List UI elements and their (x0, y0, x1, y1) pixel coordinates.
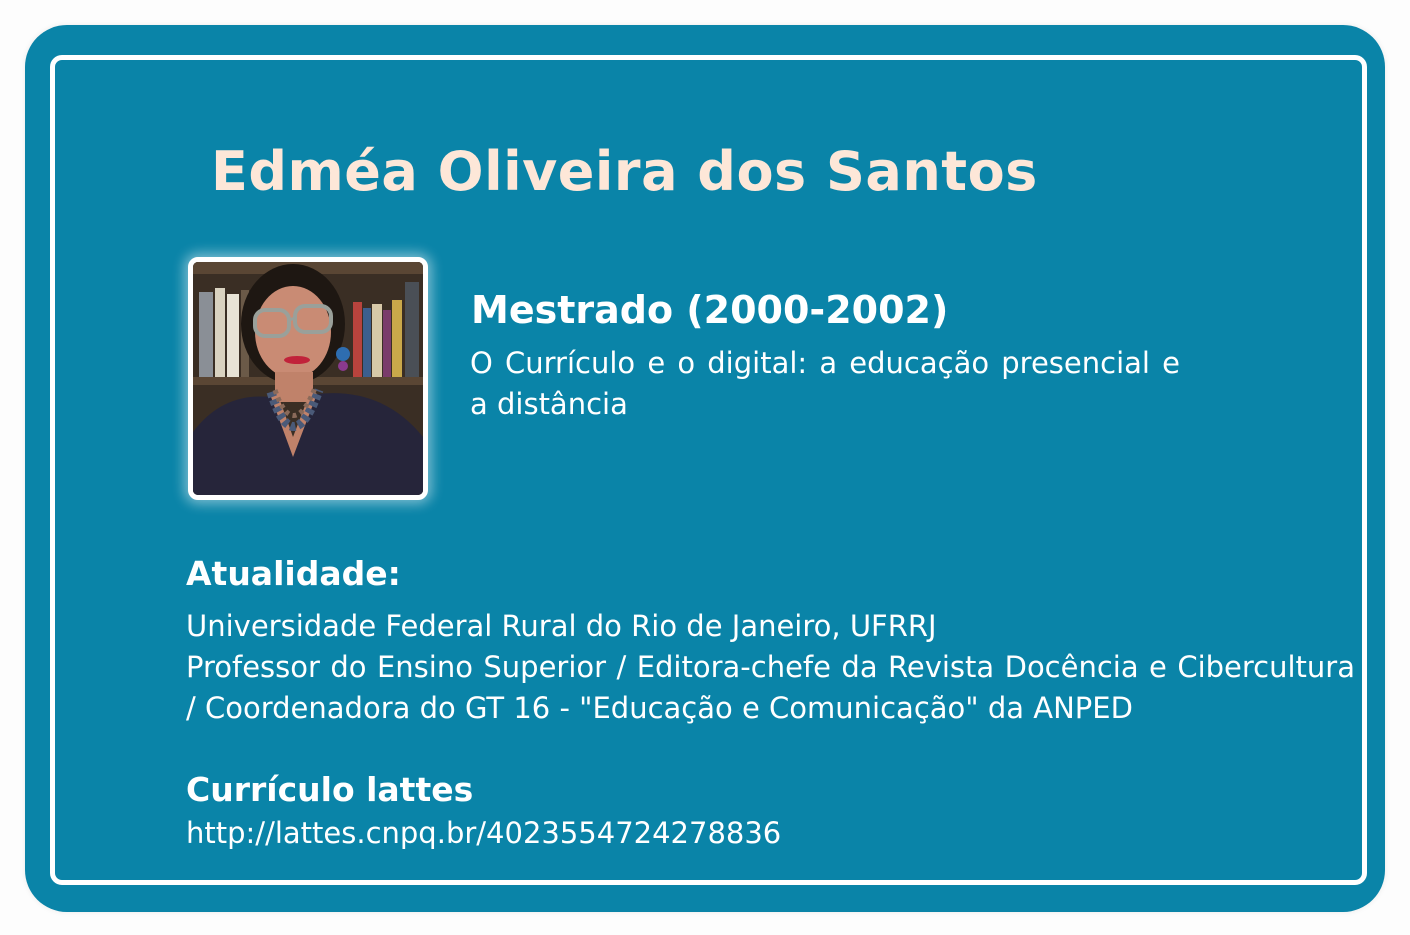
portrait-illustration (193, 262, 423, 495)
card-inner-frame (50, 55, 1367, 885)
thesis-title: O Currículo e o digital: a educação presencial e a distância (470, 346, 1180, 421)
institution-name: Universidade Federal Rural do Rio de Janeiro, UFRRJ (186, 609, 937, 643)
degree-title: Mestrado (2000-2002) (471, 288, 949, 332)
role-description: Professor do Ensino Superior / Editora-chefe da Revista Docência e Cibercultura / Coordenadora do GT 16 - "Educação e Comunicação" da ANPED (186, 650, 1355, 725)
profile-card (25, 25, 1385, 912)
person-name: Edméa Oliveira dos Santos (211, 140, 1038, 203)
lattes-link[interactable]: http://lattes.cnpq.br/4023554724278836 (186, 816, 782, 850)
curriculum-heading: Currículo lattes (186, 770, 474, 809)
current-position-heading: Atualidade: (186, 554, 401, 593)
portrait-photo (188, 257, 428, 500)
